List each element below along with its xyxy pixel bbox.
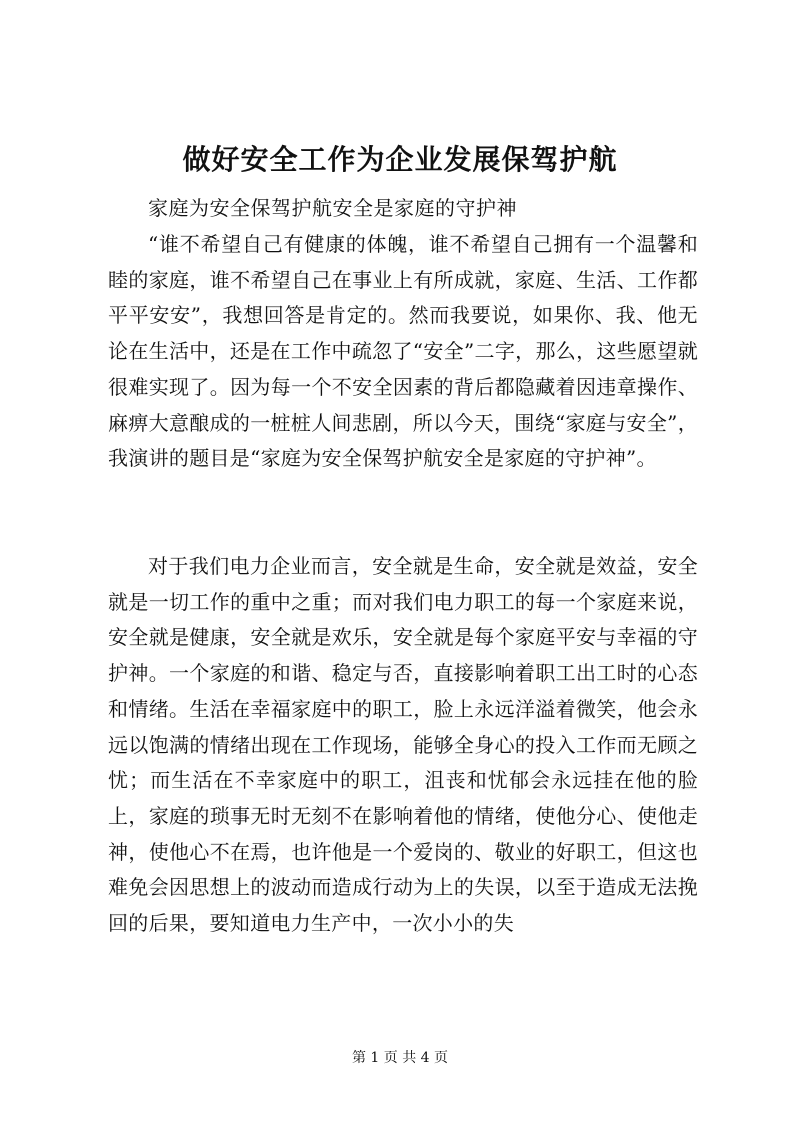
page-footer: 第 1 页 共 4 页: [351, 1050, 449, 1066]
paragraph-1: “谁不希望自己有健康的体魄，谁不希望自己拥有一个温馨和睦的家庭，谁不希望自己在事业上有所成就，家庭、生活、工作都平平安安”，我想回答是肯定的。然而我要说，如果你、我、他无论在生活中，还是在工作中疏忽了“安全”二字，那么，这些愿望就很难实现了。因为每一个不安全因素的背后都隐藏着因违章操作、麻痹大意酿成的一桩桩人间悲剧，所以今天，围绕“家庭与安全”，我演讲的题目是“家庭为安全保驾护航安全是家庭的守护神”。: [108, 232, 698, 471]
document-title: 做好安全工作为企业发展保驾护航: [182, 143, 618, 176]
document-subtitle: 家庭为安全保驾护航安全是家庭的守护神: [148, 196, 517, 220]
paragraph-2: 对于我们电力企业而言，安全就是生命，安全就是效益，安全就是一切工作的重中之重；而对我们电力职工的每一个家庭来说，安全就是健康，安全就是欢乐，安全就是每个家庭平安与幸福的守护神。一个家庭的和谐、稳定与否，直接影响着职工出工时的心态和情绪。生活在幸福家庭中的职工，脸上永远洋溢着微笑，他会永远以饱满的情绪出现在工作现场，能够全身心的投入工作而无顾之忧；而生活在不幸家庭中的职工，沮丧和忧郁会永远挂在他的脸上，家庭的琐事无时无刻不在影响着他的情绪，使他分心、使他走神，使他心不在焉，也许他是一个爱岗的、敬业的好职工，但这也难免会因思想上的波动而造成行动为上的失误，以至于造成无法挽回的后果，要知道电力生产中，一次小小的失: [108, 554, 698, 936]
